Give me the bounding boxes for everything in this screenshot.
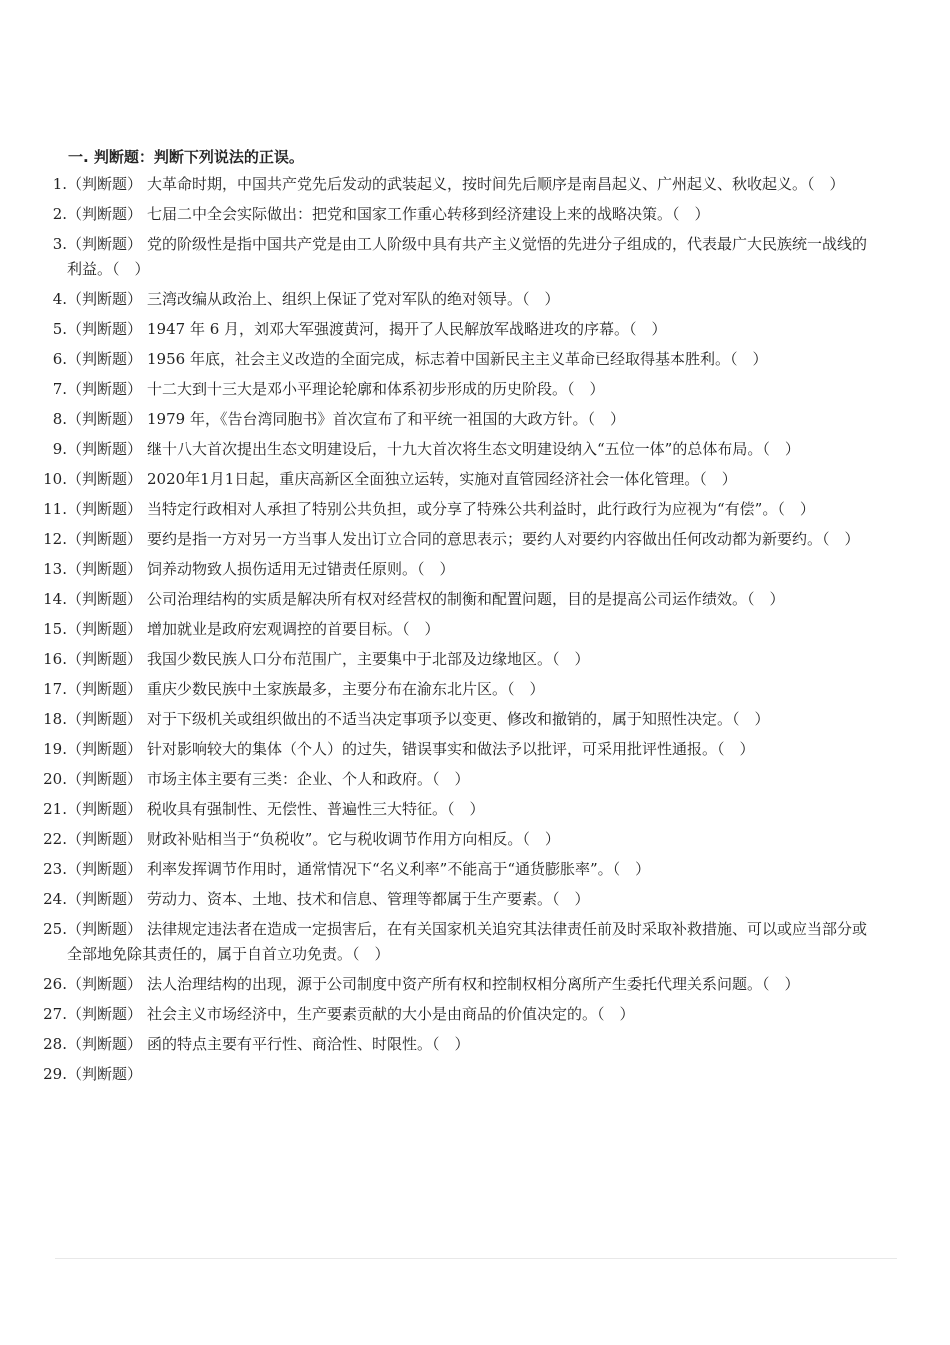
- question-body: [67, 347, 877, 372]
- question-text: 重庆少数民族中土家族最多，主要分布在渝东北片区。（ ）: [147, 680, 545, 698]
- question-item: [0, 917, 950, 967]
- question-text: 1947 年 6 月，刘邓大军强渡黄河，揭开了人民解放军战略进攻的序幕。（ ）: [147, 320, 667, 338]
- question-item: [0, 347, 950, 372]
- question-body: [67, 377, 877, 402]
- question-type-label: （判断题）: [67, 770, 143, 788]
- question-number: 3.: [52, 235, 67, 253]
- question-body: [67, 1032, 877, 1057]
- question-number: 20.: [43, 770, 67, 788]
- question-item: [0, 972, 950, 997]
- question-item: [0, 1002, 950, 1027]
- question-number: 12.: [43, 530, 67, 548]
- question-type-label: （判断题）: [67, 410, 143, 428]
- question-type-label: （判断题）: [67, 290, 143, 308]
- question-body: [67, 707, 877, 732]
- question-text: 三湾改编从政治上、组织上保证了党对军队的绝对领导。（ ）: [147, 290, 560, 308]
- question-number: 7.: [52, 380, 67, 398]
- question-body: [67, 827, 877, 852]
- question-text: 对于下级机关或组织做出的不适当决定事项予以变更、修改和撤销的，属于知照性决定。（ ）: [147, 710, 770, 728]
- question-number: 21.: [43, 800, 67, 818]
- question-number: 2.: [52, 205, 67, 223]
- question-number: 27.: [43, 1005, 67, 1023]
- question-number: 16.: [43, 650, 67, 668]
- question-type-label: （判断题）: [67, 650, 143, 668]
- question-item: [0, 407, 950, 432]
- question-number: 17.: [43, 680, 67, 698]
- question-text: 我国少数民族人口分布范围广，主要集中于北部及边缘地区。（ ）: [147, 650, 590, 668]
- question-number: 4.: [52, 290, 67, 308]
- question-body: [67, 972, 877, 997]
- question-type-label: （判断题）: [67, 710, 143, 728]
- question-type-label: （判断题）: [67, 590, 143, 608]
- question-number: 25.: [43, 920, 67, 938]
- question-type-label: （判断题）: [67, 500, 143, 518]
- question-number: 13.: [43, 560, 67, 578]
- question-type-label: （判断题）: [67, 975, 143, 993]
- question-type-label: （判断题）: [67, 205, 143, 223]
- question-type-label: （判断题）: [67, 320, 143, 338]
- question-text: 法律规定违法者在造成一定损害后，在有关国家机关追究其法律责任前及时采取补救措施、可以或应当部分或全部地免除其责任的，属于自首立功免责。（ ）: [67, 920, 868, 963]
- question-item: [0, 172, 950, 197]
- question-item: [0, 617, 950, 642]
- question-body: [67, 857, 877, 882]
- question-item: [0, 797, 950, 822]
- question-body: [67, 737, 877, 762]
- question-body: [67, 677, 877, 702]
- question-item: [0, 497, 950, 522]
- question-body: [67, 1002, 877, 1027]
- question-type-label: （判断题）: [67, 530, 143, 548]
- question-number: 10.: [43, 470, 67, 488]
- question-text: 劳动力、资本、土地、技术和信息、管理等都属于生产要素。（ ）: [147, 890, 590, 908]
- section-title: 一. 判断题：判断下列说法的正误。: [68, 148, 304, 166]
- question-type-label: （判断题）: [67, 680, 143, 698]
- question-body: [67, 527, 877, 552]
- question-text: 利率发挥调节作用时，通常情况下“名义利率”不能高于“通货膨胀率”。（ ）: [147, 860, 651, 878]
- question-number: 23.: [43, 860, 67, 878]
- question-text: 十二大到十三大是邓小平理论轮廓和体系初步形成的历史阶段。（ ）: [147, 380, 605, 398]
- question-body: [67, 317, 877, 342]
- question-type-label: （判断题）: [67, 380, 143, 398]
- question-item: [0, 887, 950, 912]
- question-body: [67, 437, 877, 462]
- question-item: [0, 317, 950, 342]
- question-type-label: （判断题）: [67, 560, 143, 578]
- question-text: 饲养动物致人损伤适用无过错责任原则。（ ）: [147, 560, 455, 578]
- question-type-label: （判断题）: [67, 1005, 143, 1023]
- question-item: [0, 527, 950, 552]
- question-list: [0, 172, 950, 1092]
- question-item: [0, 467, 950, 492]
- question-number: 1.: [52, 175, 67, 193]
- question-item: [0, 287, 950, 312]
- question-body: [67, 557, 877, 582]
- question-number: 22.: [43, 830, 67, 848]
- question-body: [67, 497, 877, 522]
- question-type-label: （判断题）: [67, 350, 143, 368]
- question-type-label: （判断题）: [67, 830, 143, 848]
- question-text: 社会主义市场经济中，生产要素贡献的大小是由商品的价值决定的。（ ）: [147, 1005, 635, 1023]
- question-body: [67, 232, 877, 282]
- question-text: 公司治理结构的实质是解决所有权对经营权的制衡和配置问题，目的是提高公司运作绩效。（ ）: [147, 590, 785, 608]
- question-body: [67, 287, 877, 312]
- question-type-label: （判断题）: [67, 235, 143, 253]
- question-item: [0, 587, 950, 612]
- question-type-label: （判断题）: [67, 800, 143, 818]
- question-text: 税收具有强制性、无偿性、普遍性三大特征。（ ）: [147, 800, 485, 818]
- question-body: [67, 202, 877, 227]
- question-text: 1979 年，《告台湾同胞书》首次宣布了和平统一祖国的大政方针。（ ）: [147, 410, 625, 428]
- question-type-label: （判断题）: [67, 860, 143, 878]
- question-text: 针对影响较大的集体（个人）的过失，错误事实和做法予以批评，可采用批评性通报。（ ）: [147, 740, 755, 758]
- question-text: 函的特点主要有平行性、商洽性、时限性。（ ）: [147, 1035, 470, 1053]
- question-type-label: （判断题）: [67, 175, 143, 193]
- question-item: [0, 647, 950, 672]
- question-text: 市场主体主要有三类：企业、个人和政府。（ ）: [147, 770, 470, 788]
- question-item: [0, 767, 950, 792]
- question-item: [0, 1032, 950, 1057]
- question-type-label: （判断题）: [67, 1065, 143, 1083]
- question-number: 26.: [43, 975, 67, 993]
- question-body: [67, 887, 877, 912]
- question-text: 1956 年底，社会主义改造的全面完成，标志着中国新民主主义革命已经取得基本胜利。（ ）: [147, 350, 768, 368]
- question-item: [0, 202, 950, 227]
- question-number: 28.: [43, 1035, 67, 1053]
- question-number: 14.: [43, 590, 67, 608]
- question-item: [0, 232, 950, 282]
- question-text: 七届二中全会实际做出：把党和国家工作重心转移到经济建设上来的战略决策。（ ）: [147, 205, 710, 223]
- question-text: 要约是指一方对另一方当事人发出订立合同的意思表示；要约人对要约内容做出任何改动都为新要约。（ ）: [147, 530, 860, 548]
- question-body: [67, 917, 877, 967]
- question-item: [0, 377, 950, 402]
- question-type-label: （判断题）: [67, 920, 143, 938]
- question-body: [67, 767, 877, 792]
- question-body: [67, 797, 877, 822]
- question-text: 当特定行政相对人承担了特别公共负担，或分享了特殊公共利益时，此行政行为应视为“有偿”。（ ）: [147, 500, 815, 518]
- question-text: 党的阶级性是指中国共产党是由工人阶级中具有共产主义觉悟的先进分子组成的，代表最广大民族统一战线的利益。（ ）: [67, 235, 868, 278]
- question-item: [0, 557, 950, 582]
- question-number: 8.: [52, 410, 67, 428]
- question-number: 15.: [43, 620, 67, 638]
- question-item: [0, 437, 950, 462]
- question-type-label: （判断题）: [67, 620, 143, 638]
- question-type-label: （判断题）: [67, 470, 143, 488]
- question-type-label: （判断题）: [67, 440, 143, 458]
- question-number: 11.: [43, 500, 67, 518]
- question-item: [0, 857, 950, 882]
- question-body: [67, 587, 877, 612]
- question-text: 继十八大首次提出生态文明建设后，十九大首次将生态文明建设纳入“五位一体”的总体布局。（ ）: [147, 440, 800, 458]
- question-body: [67, 647, 877, 672]
- question-number: 5.: [52, 320, 67, 338]
- question-item: [0, 707, 950, 732]
- question-item: [0, 737, 950, 762]
- page-divider: [55, 1258, 897, 1259]
- question-text: 大革命时期，中国共产党先后发动的武装起义，按时间先后顺序是南昌起义、广州起义、秋收起义。（ ）: [147, 175, 845, 193]
- question-body: [67, 617, 877, 642]
- question-number: 24.: [43, 890, 67, 908]
- question-type-label: （判断题）: [67, 890, 143, 908]
- question-item: [0, 677, 950, 702]
- question-body: [67, 1062, 877, 1087]
- question-body: [67, 172, 877, 197]
- question-type-label: （判断题）: [67, 1035, 143, 1053]
- question-number: 6.: [52, 350, 67, 368]
- question-text: 2020年1月1日起，重庆高新区全面独立运转，实施对直管园经济社会一体化管理。（ ）: [147, 470, 737, 488]
- question-text: 财政补贴相当于“负税收”。它与税收调节作用方向相反。（ ）: [147, 830, 560, 848]
- question-number: 9.: [52, 440, 67, 458]
- question-type-label: （判断题）: [67, 740, 143, 758]
- question-text: 增加就业是政府宏观调控的首要目标。（ ）: [147, 620, 440, 638]
- question-item: [0, 827, 950, 852]
- question-number: 18.: [43, 710, 67, 728]
- question-body: [67, 407, 877, 432]
- question-text: 法人治理结构的出现，源于公司制度中资产所有权和控制权相分离所产生委托代理关系问题。（ ）: [147, 975, 800, 993]
- question-item: [0, 1062, 950, 1087]
- question-number: 19.: [43, 740, 67, 758]
- question-number: 29.: [43, 1065, 67, 1083]
- question-body: [67, 467, 877, 492]
